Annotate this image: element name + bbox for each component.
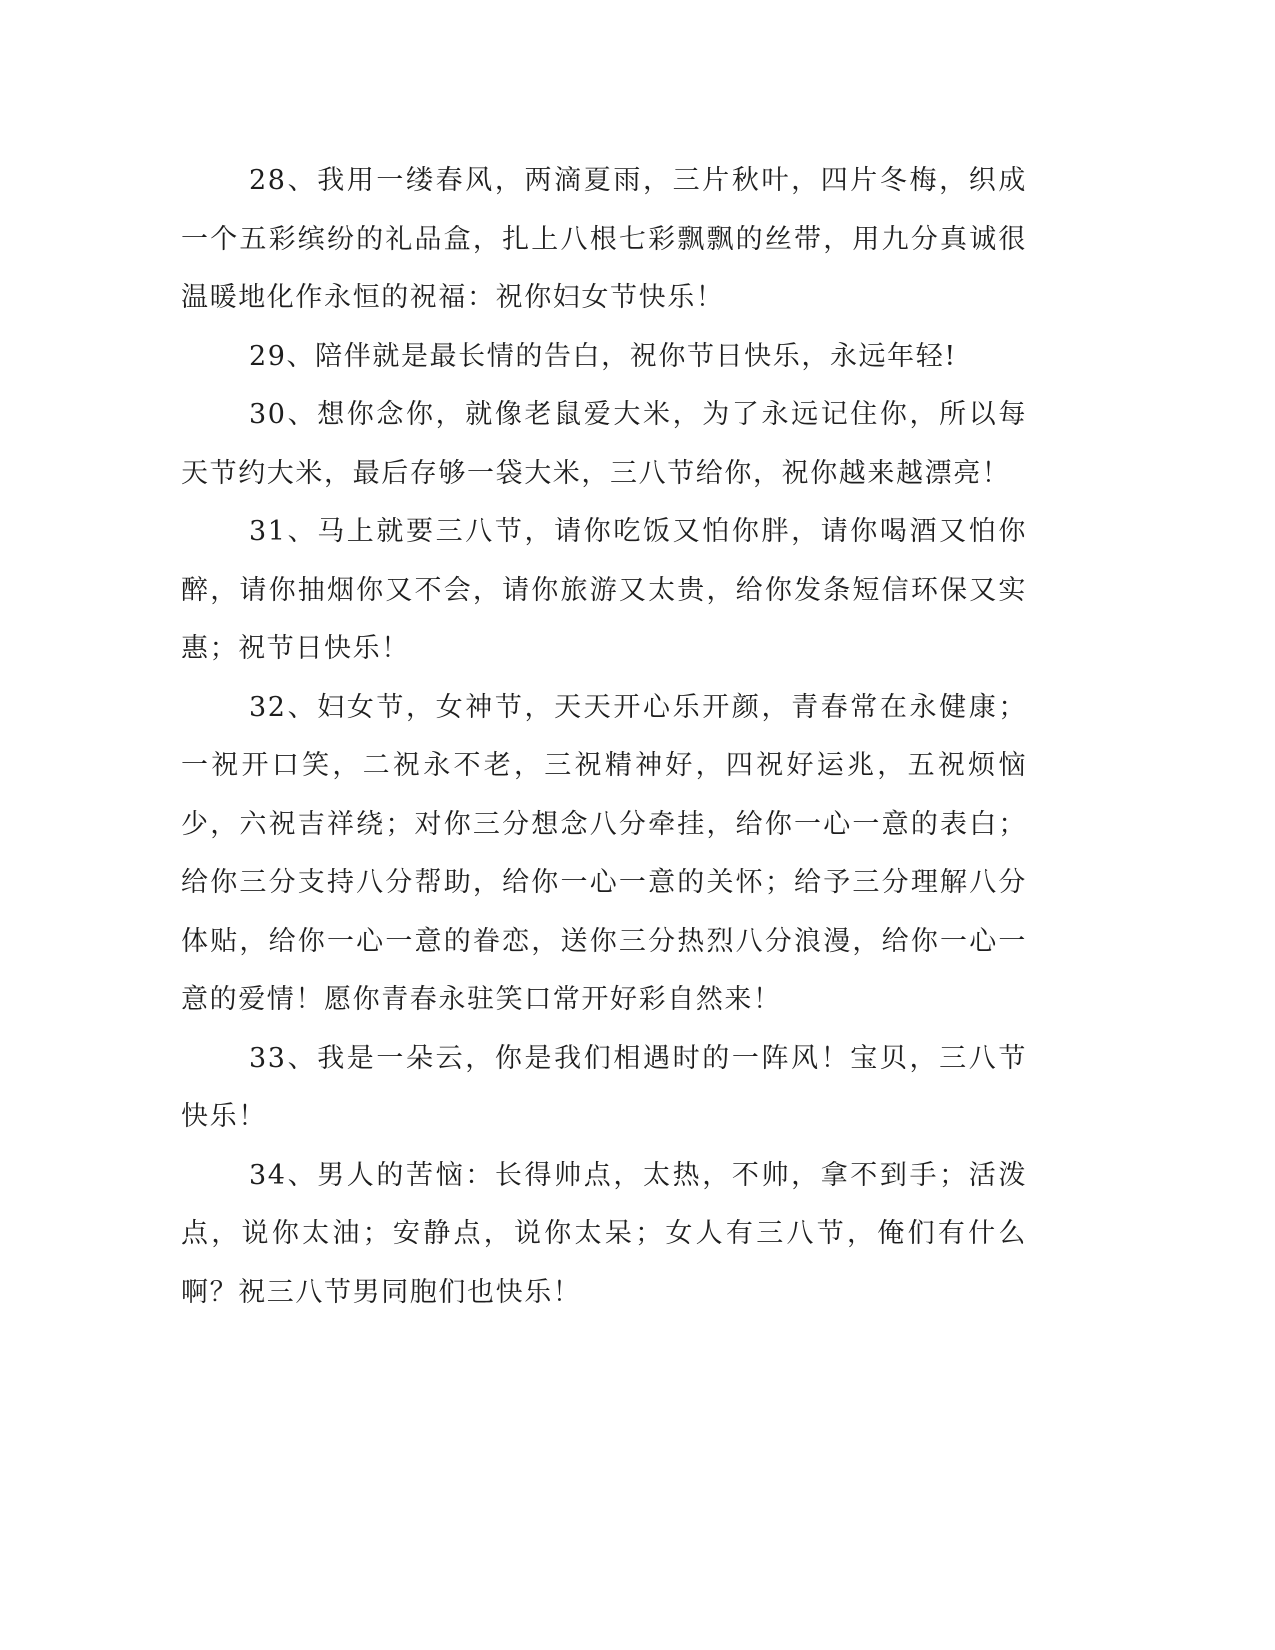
paragraph-29: 29、陪伴就是最长情的告白，祝你节日快乐，永远年轻!: [249, 340, 957, 372]
paragraph-31: 31、马上就要三八节，请你吃饭又怕你胖，请你喝酒又怕你醉，请你抽烟你又不会，请你旅游又太贵，给你发条短信环保又实惠；祝节日快乐！: [181, 516, 1027, 664]
paragraph-32: 32、妇女节，女神节，天天开心乐开颜，青春常在永健康；一祝开口笑，二祝永不老，三祝精神好，四祝好运兆，五祝烦恼少，六祝吉祥绕；对你三分想念八分牵挂，给你一心一意的表白；给你三分支持八分帮助，给你一心一意的关怀；给予三分理解八分体贴，给你一心一意的眷恋，送你三分热烈八分浪漫，给你一心一意的爱情！愿你青春永驻笑口常开好彩自然来！: [181, 691, 1027, 1015]
paragraph-33: 33、我是一朵云，你是我们相遇时的一阵风！宝贝，三八节快乐！: [181, 1042, 1027, 1132]
paragraph-28: 28、我用一缕春风，两滴夏雨，三片秋叶，四片冬梅，织成一个五彩缤纷的礼品盒，扎上八根七彩飘飘的丝带，用九分真诚很温暖地化作永恒的祝福：祝你妇女节快乐！: [181, 165, 1027, 313]
document-body: [181, 152, 1027, 1322]
paragraph-30: 30、想你念你，就像老鼠爱大米，为了永远记住你，所以每天节约大米，最后存够一袋大米，三八节给你，祝你越来越漂亮！: [181, 399, 1027, 489]
paragraph-34: 34、男人的苦恼：长得帅点，太热，不帅，拿不到手；活泼点，说你太油；安静点，说你太呆；女人有三八节，俺们有什么啊？祝三八节男同胞们也快乐！: [181, 1159, 1027, 1308]
